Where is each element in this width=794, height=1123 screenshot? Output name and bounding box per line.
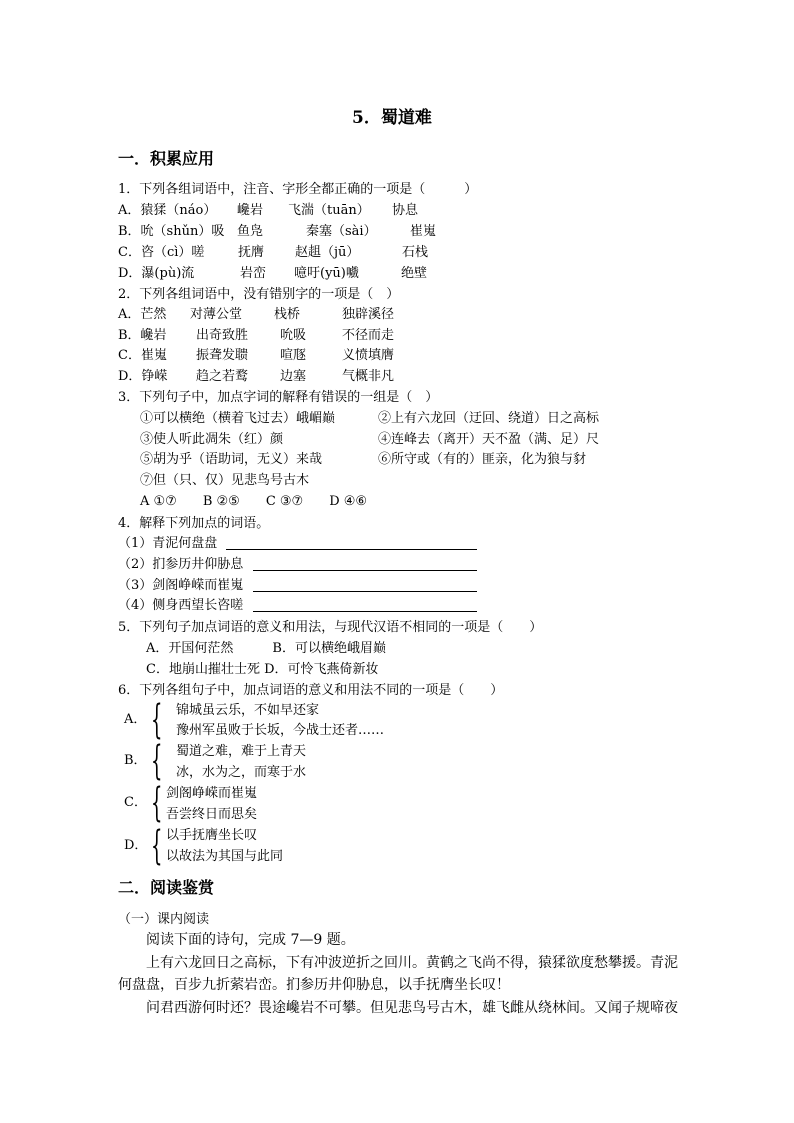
q6-option-b-line1: 蜀道之难，难于上青天 bbox=[176, 744, 307, 759]
q1-stem: 1．下列各组词语中，注音、字形全都正确的一项是（ ） bbox=[118, 182, 478, 197]
q3-item-2: ②上有六龙回（迂回、绕道）日之高标 bbox=[378, 411, 600, 426]
q1-option-a-word3: 飞湍（tuān） bbox=[288, 203, 370, 218]
q4-item-3: （3）剑阁峥嵘而崔嵬 bbox=[118, 578, 244, 593]
q2-option-d-word2: 趋之若鹜 bbox=[196, 369, 249, 384]
reading-passage-2: 问君西游何时还？畏途巉岩不可攀。但见悲鸟号古木，雄飞雌从绕林间。又闻子规啼夜 bbox=[118, 1000, 678, 1016]
section-heading-reading: 二．阅读鉴赏 bbox=[118, 878, 215, 897]
q2-option-a: A．芒然 bbox=[118, 307, 167, 322]
q6-option-c-label: C． bbox=[124, 795, 147, 810]
q6-option-a-line1: 锦城虽云乐，不如早还家 bbox=[176, 703, 320, 718]
reading-passage-1: 上有六龙回日之高标，下有冲波逆折之回川。黄鹤之飞尚不得，猿猱欲度愁攀援。青泥何盘盘，百步九折萦岩峦。扪参历井仰胁息，以手抚膺坐长叹！ bbox=[118, 955, 678, 993]
reading-instruction: 阅读下面的诗句，完成 7—9 题。 bbox=[146, 932, 355, 948]
q2-option-d-word3: 边塞 bbox=[280, 369, 307, 384]
q1-option-a: A．猿猱（náo） bbox=[118, 203, 217, 218]
q2-option-a-word2: 对薄公堂 bbox=[190, 307, 243, 322]
q3-item-5: ⑤胡为乎（语助词，无义）来哉 bbox=[140, 452, 323, 467]
q2-option-b: B．巉岩 bbox=[118, 328, 167, 343]
q3-item-7: ⑦但（只、仅）见悲鸟号古木 bbox=[140, 473, 310, 488]
q5-options-ab: A．开国何茫然 B．可以横绝峨眉巅 bbox=[146, 641, 386, 656]
q3-item-4: ④连峰去（离开）天不盈（满、足）尺 bbox=[378, 432, 600, 447]
q1-option-b-word4: 崔嵬 bbox=[410, 224, 437, 239]
q5-stem: 5．下列句子加点词语的意义和用法，与现代汉语不相同的一项是（ ） bbox=[118, 620, 543, 635]
q2-option-b-word3: 吮吸 bbox=[280, 328, 307, 343]
q4-item-4: （4）侧身西望长咨嗟 bbox=[118, 598, 244, 613]
q2-option-a-word3: 栈桥 bbox=[274, 307, 301, 322]
q2-option-d-word4: 气概非凡 bbox=[342, 369, 395, 384]
q6-option-b-label: B． bbox=[124, 753, 147, 768]
q3-stem: 3．下列句子中，加点字词的解释有错误的一组是（ ） bbox=[118, 390, 439, 405]
q2-option-b-word4: 不径而走 bbox=[342, 328, 395, 343]
q1-option-d-word3: 噫吁(yū)嚱 bbox=[294, 266, 359, 281]
q5-options-cd: C．地崩山摧壮士死 D．可怜飞燕倚新妆 bbox=[146, 662, 379, 677]
q6-option-c-line1: 剑阁峥嵘而崔嵬 bbox=[166, 786, 258, 801]
q6-option-c-brace: { bbox=[151, 780, 163, 826]
q4-answer-line-2[interactable] bbox=[253, 570, 477, 571]
q1-option-b: B．吮（shǔn）吸 bbox=[118, 224, 225, 239]
q2-stem: 2．下列各组词语中，没有错别字的一项是（ ） bbox=[118, 287, 400, 302]
page-title: 5．蜀道难 bbox=[352, 108, 432, 128]
q2-option-b-word2: 出奇致胜 bbox=[196, 328, 249, 343]
q3-item-1: ①可以横绝（横着飞过去）峨嵋巅 bbox=[140, 411, 336, 426]
q4-answer-line-3[interactable] bbox=[253, 591, 477, 592]
q1-option-b-word3: 秦塞（sài） bbox=[306, 224, 377, 239]
q1-option-d: D．瀑(pù)流 bbox=[118, 266, 195, 281]
q3-item-3: ③使人听此凋朱（红）颜 bbox=[140, 432, 284, 447]
q1-option-b-word2: 鱼凫 bbox=[237, 224, 264, 239]
q6-option-a-brace: { bbox=[151, 697, 163, 743]
q2-option-c: C．崔嵬 bbox=[118, 348, 167, 363]
q1-option-c-word2: 抚膺 bbox=[238, 245, 265, 260]
section-heading-accumulation: 一．积累应用 bbox=[118, 149, 215, 168]
q4-item-1: （1）青泥何盘盘 bbox=[118, 536, 218, 551]
q6-option-b-brace: { bbox=[151, 738, 163, 784]
q6-option-b-line2: 冰，水为之，而寒于水 bbox=[176, 765, 307, 780]
q6-option-a-label: A． bbox=[124, 712, 147, 727]
q4-answer-line-4[interactable] bbox=[253, 611, 477, 612]
reading-subheading: （一）课内阅读 bbox=[118, 912, 210, 927]
q1-option-a-word4: 协息 bbox=[392, 203, 419, 218]
q6-option-a-line2: 豫州军虽败于长坂，今战士还者…… bbox=[176, 723, 385, 738]
q4-stem: 4．解释下列加点的词语。 bbox=[118, 516, 270, 531]
q2-option-c-word4: 义愤填膺 bbox=[342, 348, 395, 363]
q1-option-c-word3: 赵趄（jū） bbox=[295, 245, 360, 260]
q4-item-2: （2）扪参历井仰胁息 bbox=[118, 557, 244, 572]
q2-option-a-word4: 独辟溪径 bbox=[342, 307, 395, 322]
q3-item-6: ⑥所守或（有的）匪亲，化为狼与豺 bbox=[378, 452, 587, 467]
q4-answer-line-1[interactable] bbox=[226, 549, 477, 550]
q1-option-c-word4: 石栈 bbox=[402, 245, 429, 260]
q6-option-d-label: D． bbox=[124, 838, 148, 853]
q1-option-d-word4: 绝壁 bbox=[401, 266, 428, 281]
q6-option-c-line2: 吾尝终日而思矣 bbox=[166, 807, 258, 822]
q6-option-d-line1: 以手抚膺坐长叹 bbox=[166, 828, 258, 843]
q1-option-a-word2: 巉岩 bbox=[237, 203, 264, 218]
q6-stem: 6．下列各组句子中，加点词语的意义和用法不同的一项是（ ） bbox=[118, 683, 504, 698]
q6-option-d-line2: 以故法为其国与此同 bbox=[166, 849, 284, 864]
q2-option-d: D．铮嵘 bbox=[118, 369, 168, 384]
q2-option-c-word2: 振聋发聩 bbox=[196, 348, 249, 363]
q2-option-c-word3: 喧豗 bbox=[280, 348, 307, 363]
q6-option-d-brace: { bbox=[151, 823, 163, 869]
q1-option-c: C．咨（cì）嗟 bbox=[118, 245, 205, 260]
q3-options: A ①⑦ B ②⑤ C ③⑦ D ④⑥ bbox=[140, 494, 368, 509]
q1-option-d-word2: 岩峦 bbox=[240, 266, 267, 281]
